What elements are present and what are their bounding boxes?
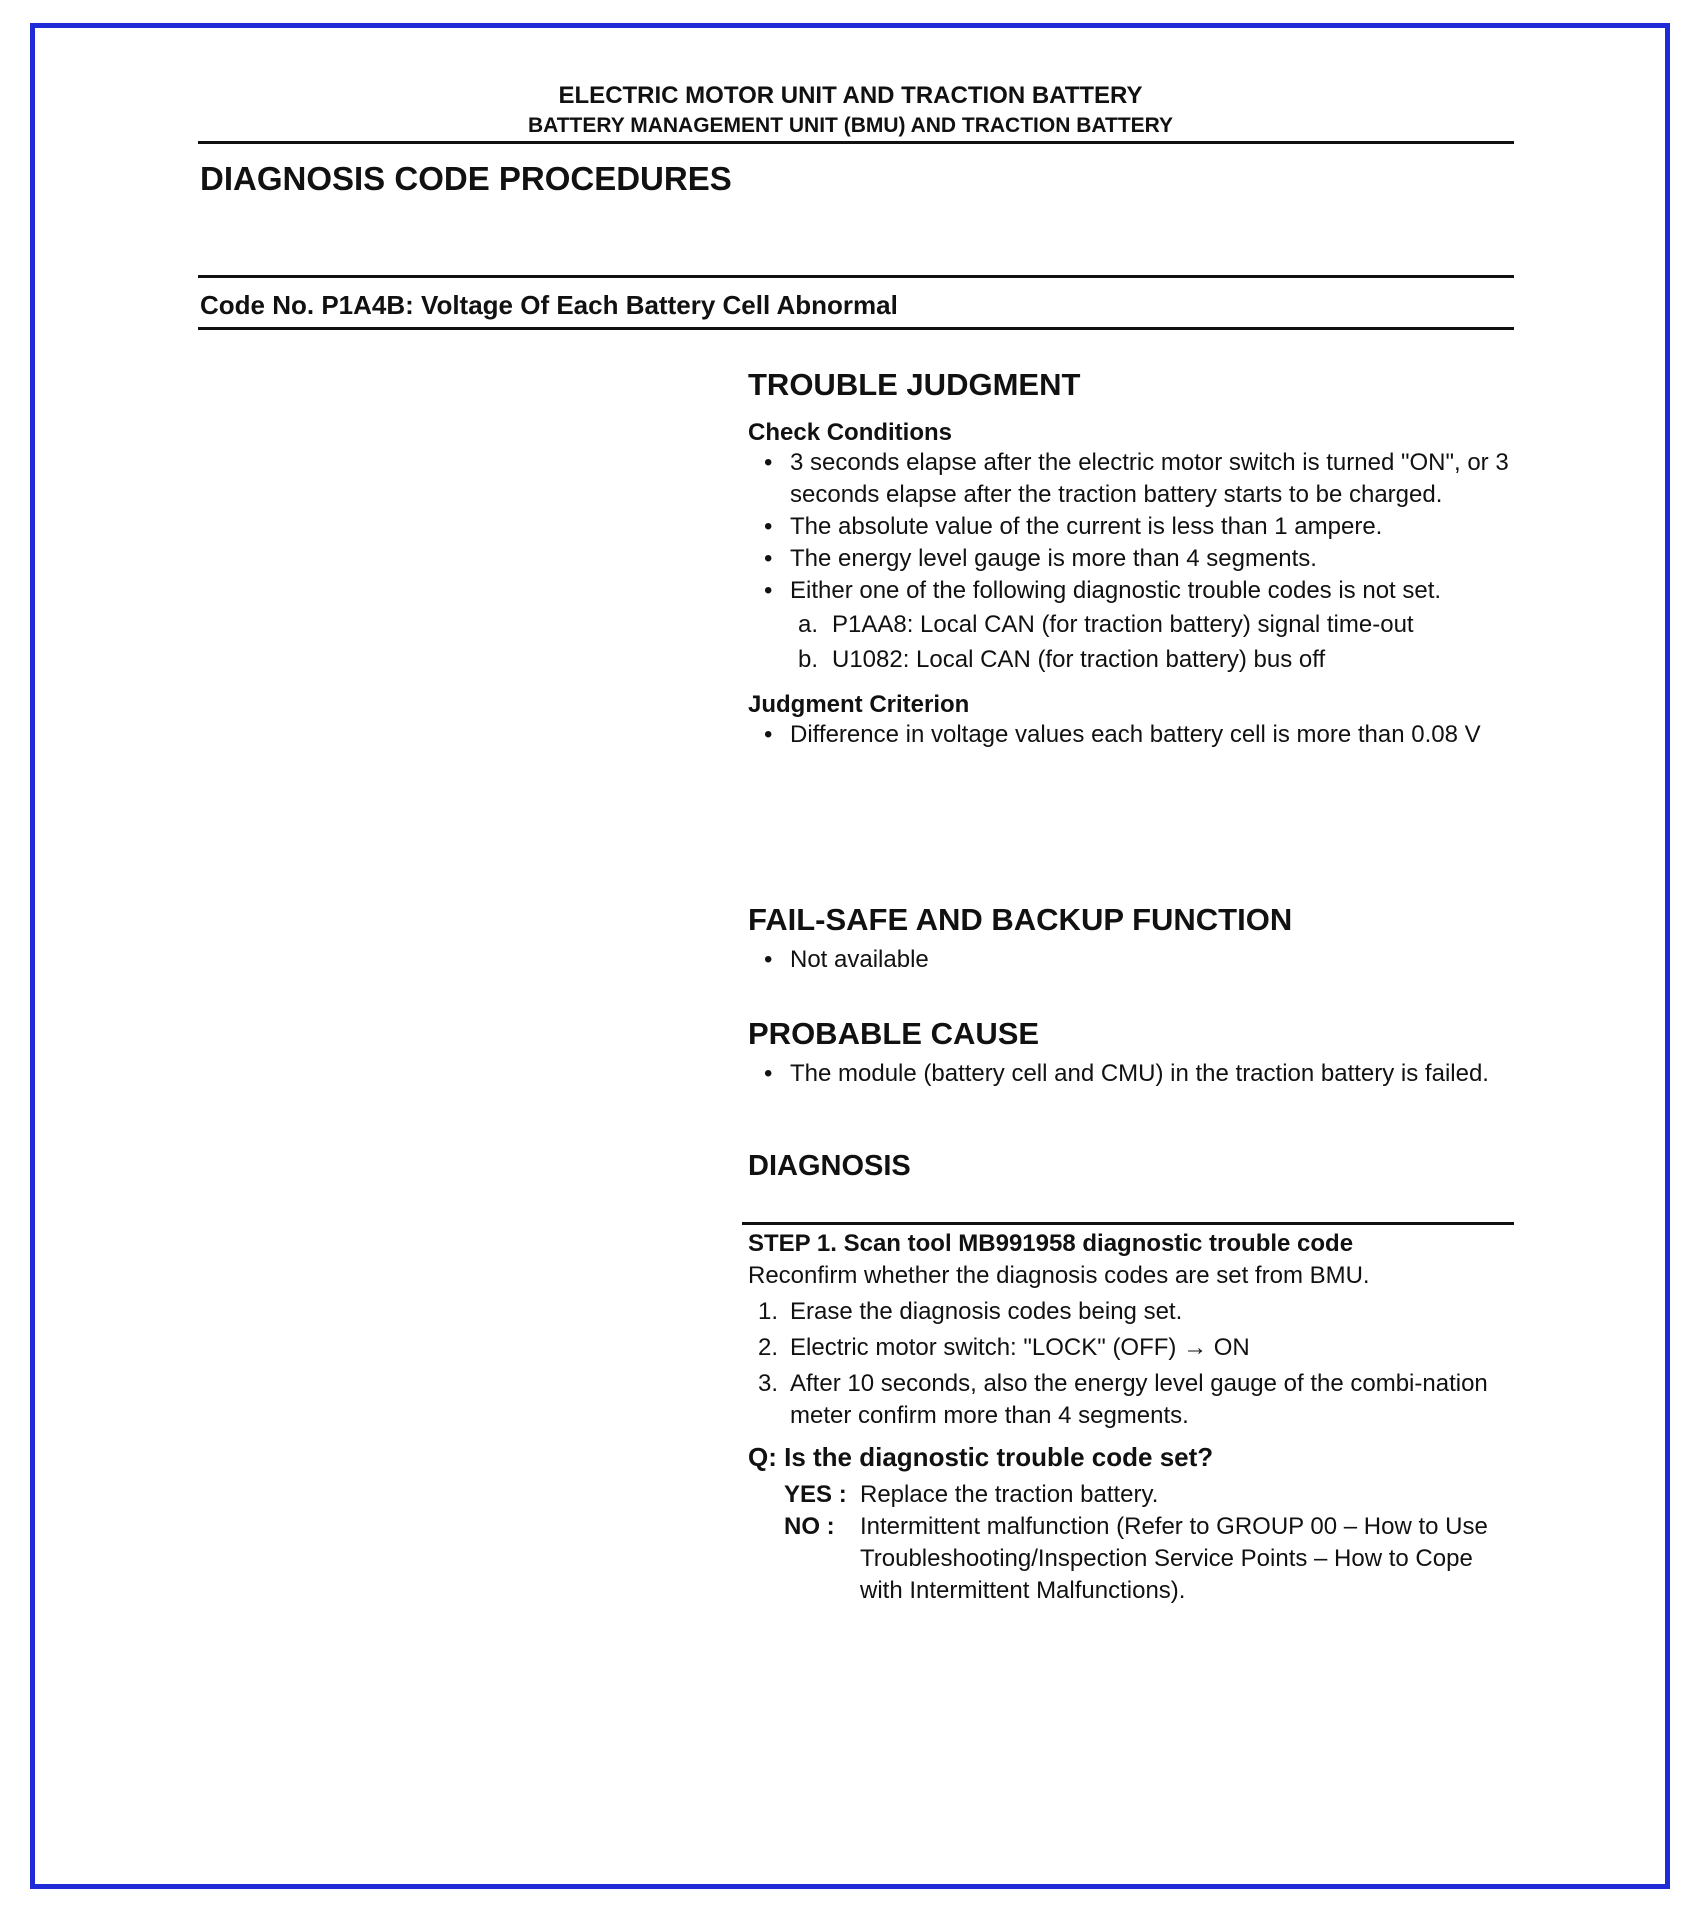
- judgment-criterion-heading: Judgment Criterion: [748, 691, 970, 718]
- header-line-1: ELECTRIC MOTOR UNIT AND TRACTION BATTERY: [558, 82, 1143, 109]
- no-key: NO :: [784, 1513, 835, 1540]
- step-text: Erase the diagnosis codes being set.: [790, 1298, 1183, 1325]
- list-item: • 3 seconds elapse after the electric motor switch is turned "ON", or 3 seconds elapse after the traction battery starts to be charged.: [748, 447, 1518, 511]
- yes-key: YES :: [784, 1481, 847, 1508]
- answer-yes: [748, 1479, 1518, 1511]
- fail-safe-section: [748, 902, 1518, 976]
- list-item: • The energy level gauge is more than 4 segments.: [748, 543, 1518, 575]
- page-title: DIAGNOSIS CODE PROCEDURES: [200, 160, 732, 197]
- sub-item-text: U1082: Local CAN (for traction battery) bus off: [832, 646, 1326, 673]
- step-intro: Reconfirm whether the diagnosis codes are set from BMU.: [748, 1262, 1370, 1289]
- list-item: [748, 1296, 1518, 1328]
- step-number: 1.: [758, 1298, 779, 1325]
- step-number: 3.: [758, 1370, 779, 1397]
- trouble-judgment-section: [748, 367, 1518, 751]
- code-rule-bottom: [198, 327, 1514, 330]
- probable-cause-list: [748, 1058, 1518, 1090]
- sub-item-b: [748, 642, 1518, 677]
- list-item: • Difference in voltage values each battery cell is more than 0.08 V: [748, 719, 1518, 751]
- step-list: [748, 1296, 1518, 1432]
- step-rule: [742, 1222, 1514, 1225]
- no-text: Intermittent malfunction (Refer to GROUP 00 – How to Use Troubleshooting/Inspection Service Points – How to Cope with Intermittent Malfunctions).: [860, 1513, 1488, 1604]
- list-item: [748, 1332, 1518, 1364]
- question: Q: Is the diagnostic trouble code set?: [748, 1442, 1214, 1472]
- judgment-criterion-list: [748, 719, 1518, 751]
- step-text: Electric motor switch: "LOCK" (OFF) → ON: [790, 1334, 1250, 1361]
- fail-safe-heading: FAIL-SAFE AND BACKUP FUNCTION: [748, 902, 1293, 937]
- step-title: STEP 1. Scan tool MB991958 diagnostic trouble code: [748, 1230, 1354, 1257]
- check-conditions-heading: Check Conditions: [748, 419, 953, 446]
- sub-item-a: [748, 607, 1518, 642]
- sub-item-text: P1AA8: Local CAN (for traction battery) signal time-out: [832, 611, 1414, 638]
- sub-item-label: a.: [798, 611, 819, 638]
- step-text: After 10 seconds, also the energy level gauge of the combi-nation meter confirm more than 4 segments.: [790, 1370, 1488, 1429]
- header-line-2: BATTERY MANAGEMENT UNIT (BMU) AND TRACTION BATTERY: [527, 114, 1174, 137]
- list-item: • The absolute value of the current is less than 1 ampere.: [748, 511, 1518, 543]
- step-section: [748, 1228, 1518, 1607]
- list-item: • Either one of the following diagnostic trouble codes is not set.: [748, 575, 1518, 607]
- list-item: [748, 1368, 1518, 1432]
- trouble-judgment-heading: TROUBLE JUDGMENT: [748, 367, 1081, 402]
- diagnosis-section: [748, 1150, 1518, 1183]
- list-item: • Not available: [748, 944, 1518, 976]
- code-title: Code No. P1A4B: Voltage Of Each Battery Cell Abnormal: [200, 290, 898, 320]
- check-conditions-list: [748, 447, 1518, 607]
- step-number: 2.: [758, 1334, 779, 1361]
- yes-text: Replace the traction battery.: [860, 1481, 1159, 1508]
- header-rule: [198, 141, 1514, 144]
- probable-cause-heading: PROBABLE CAUSE: [748, 1016, 1040, 1051]
- answer-no: [748, 1511, 1518, 1607]
- probable-cause-section: [748, 1016, 1518, 1090]
- code-rule-top: [198, 275, 1514, 278]
- list-item: • The module (battery cell and CMU) in the traction battery is failed.: [748, 1058, 1518, 1090]
- diagnosis-heading: DIAGNOSIS: [748, 1150, 911, 1182]
- fail-safe-list: [748, 944, 1518, 976]
- sub-item-label: b.: [798, 646, 819, 673]
